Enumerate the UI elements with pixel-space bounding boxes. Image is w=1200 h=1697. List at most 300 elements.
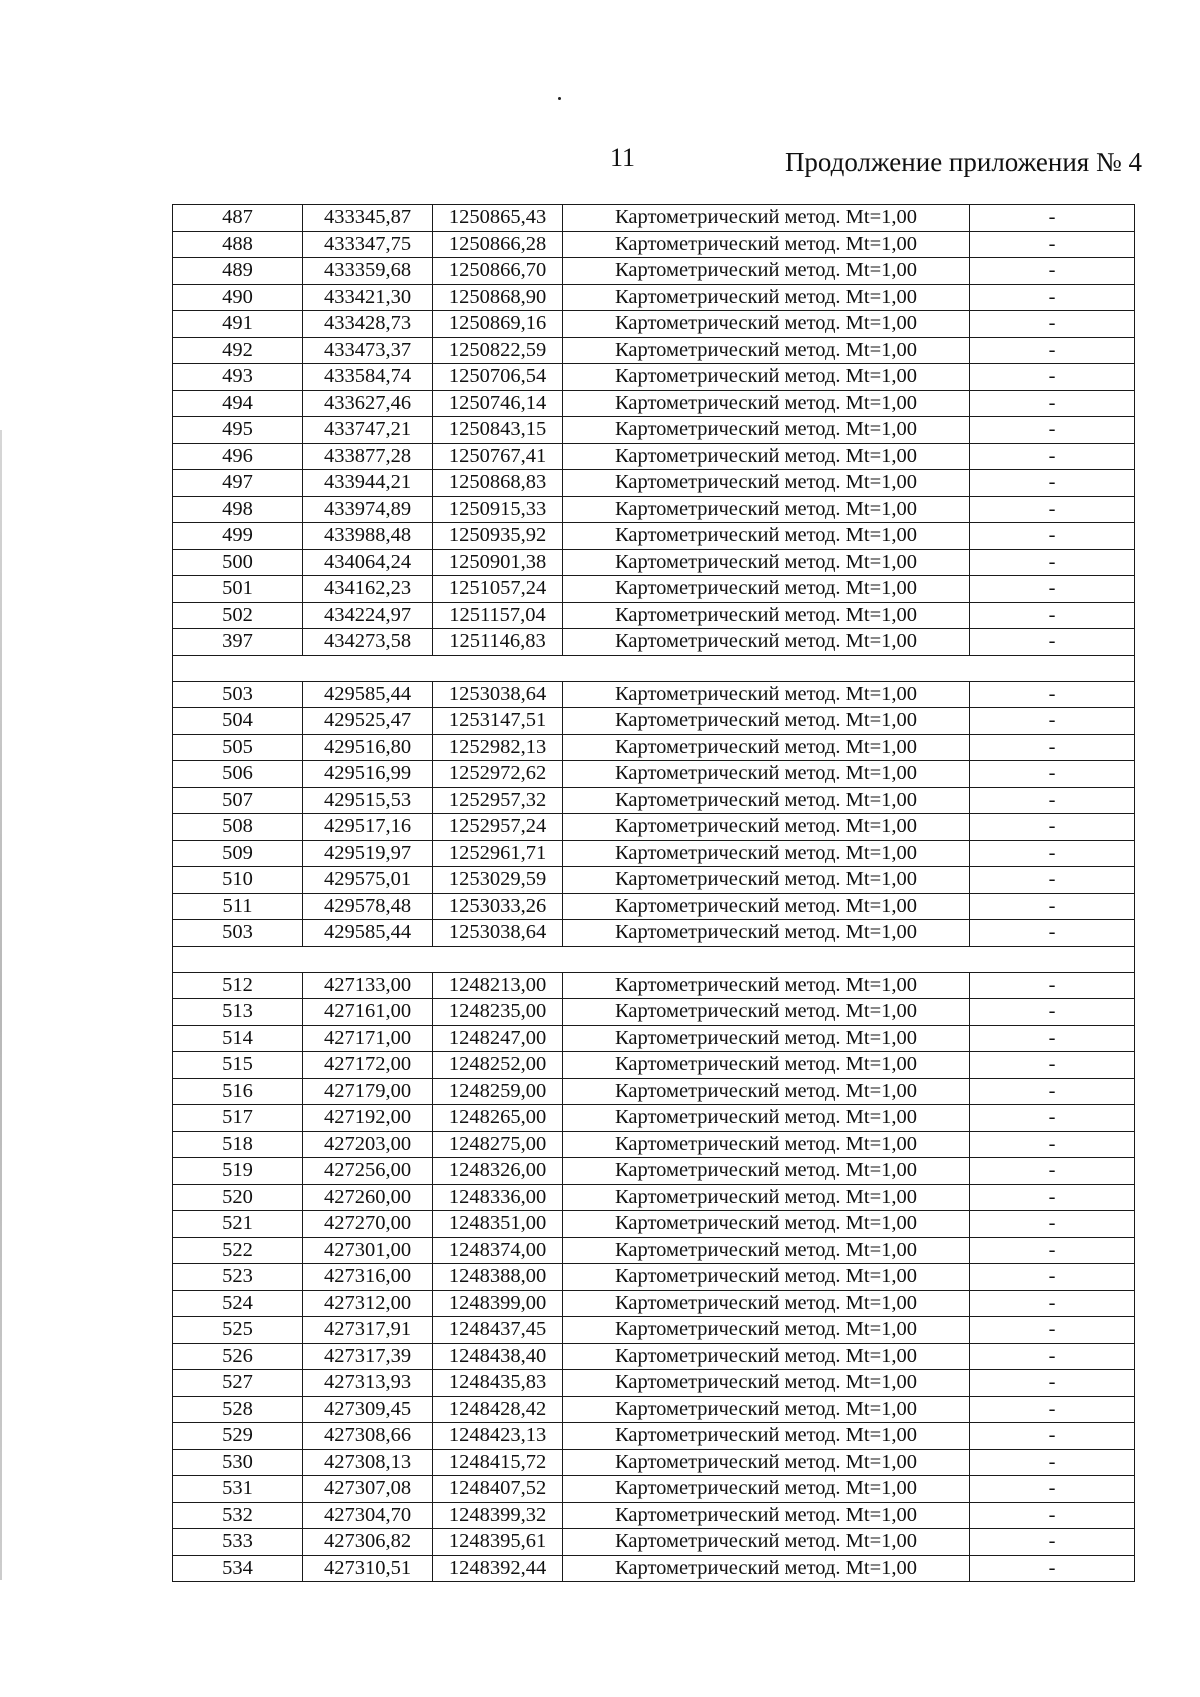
method-cell: Картометрический метод. Mt=1,00 <box>563 1184 970 1211</box>
note-cell: - <box>970 1237 1135 1264</box>
y-coordinate-cell: 1252957,24 <box>433 814 563 841</box>
y-coordinate-cell: 1252972,62 <box>433 761 563 788</box>
x-coordinate-cell: 433347,75 <box>303 231 433 258</box>
y-coordinate-cell: 1248388,00 <box>433 1264 563 1291</box>
x-coordinate-cell: 427192,00 <box>303 1105 433 1132</box>
point-number-cell: 524 <box>173 1290 303 1317</box>
note-cell: - <box>970 708 1135 735</box>
table-row <box>173 1025 1135 1052</box>
point-number-cell: 505 <box>173 734 303 761</box>
method-cell: Картометрический метод. Mt=1,00 <box>563 523 970 550</box>
x-coordinate-cell: 427256,00 <box>303 1158 433 1185</box>
y-coordinate-cell: 1248265,00 <box>433 1105 563 1132</box>
y-coordinate-cell: 1248399,00 <box>433 1290 563 1317</box>
y-coordinate-cell: 1250935,92 <box>433 523 563 550</box>
table-row <box>173 1105 1135 1132</box>
y-coordinate-cell: 1250706,54 <box>433 364 563 391</box>
method-cell: Картометрический метод. Mt=1,00 <box>563 1317 970 1344</box>
y-coordinate-cell: 1250868,90 <box>433 284 563 311</box>
point-number-cell: 532 <box>173 1502 303 1529</box>
table-row <box>173 231 1135 258</box>
point-number-cell: 499 <box>173 523 303 550</box>
y-coordinate-cell: 1248247,00 <box>433 1025 563 1052</box>
method-cell: Картометрический метод. Mt=1,00 <box>563 205 970 232</box>
note-cell: - <box>970 734 1135 761</box>
method-cell: Картометрический метод. Mt=1,00 <box>563 417 970 444</box>
note-cell: - <box>970 1131 1135 1158</box>
x-coordinate-cell: 433421,30 <box>303 284 433 311</box>
method-cell: Картометрический метод. Mt=1,00 <box>563 1025 970 1052</box>
x-coordinate-cell: 433473,37 <box>303 337 433 364</box>
note-cell: - <box>970 1555 1135 1582</box>
table-row <box>173 1264 1135 1291</box>
method-cell: Картометрический метод. Mt=1,00 <box>563 1290 970 1317</box>
x-coordinate-cell: 433974,89 <box>303 496 433 523</box>
method-cell: Картометрический метод. Mt=1,00 <box>563 443 970 470</box>
method-cell: Картометрический метод. Mt=1,00 <box>563 549 970 576</box>
point-number-cell: 516 <box>173 1078 303 1105</box>
note-cell: - <box>970 496 1135 523</box>
y-coordinate-cell: 1248423,13 <box>433 1423 563 1450</box>
y-coordinate-cell: 1248399,32 <box>433 1502 563 1529</box>
table-row <box>173 1370 1135 1397</box>
method-cell: Картометрический метод. Mt=1,00 <box>563 1052 970 1079</box>
point-number-cell: 496 <box>173 443 303 470</box>
method-cell: Картометрический метод. Mt=1,00 <box>563 1449 970 1476</box>
point-number-cell: 528 <box>173 1396 303 1423</box>
method-cell: Картометрический метод. Mt=1,00 <box>563 1105 970 1132</box>
method-cell: Картометрический метод. Mt=1,00 <box>563 311 970 338</box>
method-cell: Картометрический метод. Mt=1,00 <box>563 1396 970 1423</box>
method-cell: Картометрический метод. Mt=1,00 <box>563 1264 970 1291</box>
table-row <box>173 523 1135 550</box>
point-number-cell: 513 <box>173 999 303 1026</box>
table-row <box>173 1476 1135 1503</box>
point-number-cell: 534 <box>173 1555 303 1582</box>
method-cell: Картометрический метод. Mt=1,00 <box>563 1555 970 1582</box>
method-cell: Картометрический метод. Mt=1,00 <box>563 390 970 417</box>
point-number-cell: 533 <box>173 1529 303 1556</box>
x-coordinate-cell: 433877,28 <box>303 443 433 470</box>
method-cell: Картометрический метод. Mt=1,00 <box>563 814 970 841</box>
note-cell: - <box>970 1529 1135 1556</box>
x-coordinate-cell: 434162,23 <box>303 576 433 603</box>
y-coordinate-cell: 1248437,45 <box>433 1317 563 1344</box>
table-row <box>173 1184 1135 1211</box>
x-coordinate-cell: 427270,00 <box>303 1211 433 1238</box>
point-number-cell: 522 <box>173 1237 303 1264</box>
note-cell: - <box>970 1396 1135 1423</box>
table-row <box>173 1449 1135 1476</box>
point-number-cell: 488 <box>173 231 303 258</box>
x-coordinate-cell: 429525,47 <box>303 708 433 735</box>
table-row <box>173 734 1135 761</box>
table-row <box>173 364 1135 391</box>
point-number-cell: 531 <box>173 1476 303 1503</box>
point-number-cell: 503 <box>173 920 303 947</box>
table-row <box>173 814 1135 841</box>
table-row <box>173 417 1135 444</box>
point-number-cell: 517 <box>173 1105 303 1132</box>
note-cell: - <box>970 549 1135 576</box>
table-row <box>173 1529 1135 1556</box>
table-row <box>173 470 1135 497</box>
note-cell: - <box>970 364 1135 391</box>
x-coordinate-cell: 427304,70 <box>303 1502 433 1529</box>
note-cell: - <box>970 1317 1135 1344</box>
note-cell: - <box>970 523 1135 550</box>
point-number-cell: 515 <box>173 1052 303 1079</box>
y-coordinate-cell: 1248392,44 <box>433 1555 563 1582</box>
point-number-cell: 527 <box>173 1370 303 1397</box>
x-coordinate-cell: 427317,91 <box>303 1317 433 1344</box>
method-cell: Картометрический метод. Mt=1,00 <box>563 999 970 1026</box>
y-coordinate-cell: 1250901,38 <box>433 549 563 576</box>
y-coordinate-cell: 1252957,32 <box>433 787 563 814</box>
method-cell: Картометрический метод. Mt=1,00 <box>563 681 970 708</box>
point-number-cell: 509 <box>173 840 303 867</box>
method-cell: Картометрический метод. Mt=1,00 <box>563 761 970 788</box>
table-row <box>173 972 1135 999</box>
note-cell: - <box>970 1158 1135 1185</box>
point-number-cell: 519 <box>173 1158 303 1185</box>
x-coordinate-cell: 427260,00 <box>303 1184 433 1211</box>
point-number-cell: 491 <box>173 311 303 338</box>
point-number-cell: 523 <box>173 1264 303 1291</box>
y-coordinate-cell: 1250822,59 <box>433 337 563 364</box>
note-cell: - <box>970 337 1135 364</box>
y-coordinate-cell: 1250866,28 <box>433 231 563 258</box>
note-cell: - <box>970 1423 1135 1450</box>
y-coordinate-cell: 1248336,00 <box>433 1184 563 1211</box>
method-cell: Картометрический метод. Mt=1,00 <box>563 1423 970 1450</box>
table-row <box>173 999 1135 1026</box>
x-coordinate-cell: 429515,53 <box>303 787 433 814</box>
x-coordinate-cell: 427172,00 <box>303 1052 433 1079</box>
x-coordinate-cell: 434224,97 <box>303 602 433 629</box>
method-cell: Картометрический метод. Mt=1,00 <box>563 1343 970 1370</box>
x-coordinate-cell: 429585,44 <box>303 920 433 947</box>
method-cell: Картометрический метод. Mt=1,00 <box>563 1529 970 1556</box>
x-coordinate-cell: 433345,87 <box>303 205 433 232</box>
point-number-cell: 501 <box>173 576 303 603</box>
x-coordinate-cell: 427203,00 <box>303 1131 433 1158</box>
note-cell: - <box>970 1449 1135 1476</box>
table-row <box>173 1211 1135 1238</box>
note-cell: - <box>970 629 1135 656</box>
note-cell: - <box>970 311 1135 338</box>
method-cell: Картометрический метод. Mt=1,00 <box>563 708 970 735</box>
separator-cell <box>173 655 1135 681</box>
x-coordinate-cell: 429585,44 <box>303 681 433 708</box>
table-row <box>173 893 1135 920</box>
table-row <box>173 1555 1135 1582</box>
scan-speck <box>558 97 561 100</box>
note-cell: - <box>970 231 1135 258</box>
note-cell: - <box>970 576 1135 603</box>
coordinates-table <box>172 204 1135 1582</box>
table-row <box>173 1396 1135 1423</box>
method-cell: Картометрический метод. Mt=1,00 <box>563 496 970 523</box>
method-cell: Картометрический метод. Mt=1,00 <box>563 258 970 285</box>
note-cell: - <box>970 1025 1135 1052</box>
note-cell: - <box>970 443 1135 470</box>
y-coordinate-cell: 1251146,83 <box>433 629 563 656</box>
method-cell: Картометрический метод. Mt=1,00 <box>563 284 970 311</box>
note-cell: - <box>970 840 1135 867</box>
y-coordinate-cell: 1248395,61 <box>433 1529 563 1556</box>
point-number-cell: 495 <box>173 417 303 444</box>
point-number-cell: 493 <box>173 364 303 391</box>
point-number-cell: 397 <box>173 629 303 656</box>
method-cell: Картометрический метод. Mt=1,00 <box>563 840 970 867</box>
table-row <box>173 1078 1135 1105</box>
y-coordinate-cell: 1248435,83 <box>433 1370 563 1397</box>
table-row <box>173 205 1135 232</box>
point-number-cell: 506 <box>173 761 303 788</box>
x-coordinate-cell: 429517,16 <box>303 814 433 841</box>
point-number-cell: 518 <box>173 1131 303 1158</box>
y-coordinate-cell: 1250869,16 <box>433 311 563 338</box>
method-cell: Картометрический метод. Mt=1,00 <box>563 470 970 497</box>
y-coordinate-cell: 1250915,33 <box>433 496 563 523</box>
y-coordinate-cell: 1250865,43 <box>433 205 563 232</box>
table-row <box>173 258 1135 285</box>
y-coordinate-cell: 1248351,00 <box>433 1211 563 1238</box>
point-number-cell: 497 <box>173 470 303 497</box>
x-coordinate-cell: 433584,74 <box>303 364 433 391</box>
point-number-cell: 492 <box>173 337 303 364</box>
table-row <box>173 602 1135 629</box>
note-cell: - <box>970 417 1135 444</box>
y-coordinate-cell: 1250746,14 <box>433 390 563 417</box>
note-cell: - <box>970 1105 1135 1132</box>
method-cell: Картометрический метод. Mt=1,00 <box>563 1237 970 1264</box>
table-row <box>173 708 1135 735</box>
point-number-cell: 529 <box>173 1423 303 1450</box>
x-coordinate-cell: 434064,24 <box>303 549 433 576</box>
note-cell: - <box>970 1476 1135 1503</box>
note-cell: - <box>970 867 1135 894</box>
table-row <box>173 390 1135 417</box>
x-coordinate-cell: 434273,58 <box>303 629 433 656</box>
y-coordinate-cell: 1253147,51 <box>433 708 563 735</box>
note-cell: - <box>970 920 1135 947</box>
method-cell: Картометрический метод. Mt=1,00 <box>563 867 970 894</box>
note-cell: - <box>970 1078 1135 1105</box>
table-row <box>173 1237 1135 1264</box>
method-cell: Картометрический метод. Mt=1,00 <box>563 972 970 999</box>
note-cell: - <box>970 1343 1135 1370</box>
y-coordinate-cell: 1253033,26 <box>433 893 563 920</box>
method-cell: Картометрический метод. Mt=1,00 <box>563 1078 970 1105</box>
note-cell: - <box>970 787 1135 814</box>
method-cell: Картометрический метод. Mt=1,00 <box>563 629 970 656</box>
table-row <box>173 867 1135 894</box>
x-coordinate-cell: 433747,21 <box>303 417 433 444</box>
y-coordinate-cell: 1250843,15 <box>433 417 563 444</box>
y-coordinate-cell: 1248428,42 <box>433 1396 563 1423</box>
y-coordinate-cell: 1248235,00 <box>433 999 563 1026</box>
separator-cell <box>173 946 1135 972</box>
table-row <box>173 1158 1135 1185</box>
x-coordinate-cell: 427179,00 <box>303 1078 433 1105</box>
point-number-cell: 511 <box>173 893 303 920</box>
point-number-cell: 487 <box>173 205 303 232</box>
table-row <box>173 1131 1135 1158</box>
y-coordinate-cell: 1248374,00 <box>433 1237 563 1264</box>
point-number-cell: 510 <box>173 867 303 894</box>
table-row <box>173 337 1135 364</box>
method-cell: Картометрический метод. Mt=1,00 <box>563 576 970 603</box>
method-cell: Картометрический метод. Mt=1,00 <box>563 1502 970 1529</box>
page-number: 11 <box>610 143 636 172</box>
table-row <box>173 1502 1135 1529</box>
point-number-cell: 525 <box>173 1317 303 1344</box>
point-number-cell: 504 <box>173 708 303 735</box>
y-coordinate-cell: 1248275,00 <box>433 1131 563 1158</box>
note-cell: - <box>970 1184 1135 1211</box>
table-row <box>173 1052 1135 1079</box>
x-coordinate-cell: 427133,00 <box>303 972 433 999</box>
note-cell: - <box>970 1264 1135 1291</box>
y-coordinate-cell: 1248259,00 <box>433 1078 563 1105</box>
y-coordinate-cell: 1248415,72 <box>433 1449 563 1476</box>
note-cell: - <box>970 999 1135 1026</box>
method-cell: Картометрический метод. Mt=1,00 <box>563 893 970 920</box>
table-row <box>173 787 1135 814</box>
point-number-cell: 526 <box>173 1343 303 1370</box>
note-cell: - <box>970 1211 1135 1238</box>
point-number-cell: 498 <box>173 496 303 523</box>
x-coordinate-cell: 433359,68 <box>303 258 433 285</box>
point-number-cell: 500 <box>173 549 303 576</box>
x-coordinate-cell: 427310,51 <box>303 1555 433 1582</box>
y-coordinate-cell: 1250866,70 <box>433 258 563 285</box>
method-cell: Картометрический метод. Mt=1,00 <box>563 787 970 814</box>
point-number-cell: 489 <box>173 258 303 285</box>
x-coordinate-cell: 429516,99 <box>303 761 433 788</box>
appendix-continuation-title: Продолжение приложения № 4 <box>784 147 1142 177</box>
table-row <box>173 681 1135 708</box>
x-coordinate-cell: 429578,48 <box>303 893 433 920</box>
table-row <box>173 443 1135 470</box>
point-number-cell: 521 <box>173 1211 303 1238</box>
x-coordinate-cell: 433988,48 <box>303 523 433 550</box>
y-coordinate-cell: 1252961,71 <box>433 840 563 867</box>
note-cell: - <box>970 761 1135 788</box>
note-cell: - <box>970 893 1135 920</box>
contour-separator-row <box>173 946 1135 972</box>
note-cell: - <box>970 1502 1135 1529</box>
point-number-cell: 494 <box>173 390 303 417</box>
coordinates-table-body <box>173 205 1135 1582</box>
method-cell: Картометрический метод. Mt=1,00 <box>563 1158 970 1185</box>
method-cell: Картометрический метод. Mt=1,00 <box>563 337 970 364</box>
x-coordinate-cell: 427316,00 <box>303 1264 433 1291</box>
point-number-cell: 514 <box>173 1025 303 1052</box>
y-coordinate-cell: 1248252,00 <box>433 1052 563 1079</box>
x-coordinate-cell: 427308,66 <box>303 1423 433 1450</box>
table-row <box>173 629 1135 656</box>
x-coordinate-cell: 427317,39 <box>303 1343 433 1370</box>
point-number-cell: 502 <box>173 602 303 629</box>
note-cell: - <box>970 205 1135 232</box>
y-coordinate-cell: 1248326,00 <box>433 1158 563 1185</box>
note-cell: - <box>970 1370 1135 1397</box>
y-coordinate-cell: 1251157,04 <box>433 602 563 629</box>
note-cell: - <box>970 284 1135 311</box>
contour-separator-row <box>173 655 1135 681</box>
x-coordinate-cell: 433627,46 <box>303 390 433 417</box>
y-coordinate-cell: 1251057,24 <box>433 576 563 603</box>
table-row <box>173 576 1135 603</box>
method-cell: Картометрический метод. Mt=1,00 <box>563 231 970 258</box>
table-row <box>173 920 1135 947</box>
y-coordinate-cell: 1253038,64 <box>433 920 563 947</box>
method-cell: Картометрический метод. Mt=1,00 <box>563 1370 970 1397</box>
x-coordinate-cell: 433944,21 <box>303 470 433 497</box>
y-coordinate-cell: 1248213,00 <box>433 972 563 999</box>
note-cell: - <box>970 470 1135 497</box>
table-row <box>173 761 1135 788</box>
x-coordinate-cell: 427161,00 <box>303 999 433 1026</box>
note-cell: - <box>970 1290 1135 1317</box>
x-coordinate-cell: 427306,82 <box>303 1529 433 1556</box>
method-cell: Картометрический метод. Mt=1,00 <box>563 1131 970 1158</box>
point-number-cell: 507 <box>173 787 303 814</box>
y-coordinate-cell: 1248438,40 <box>433 1343 563 1370</box>
point-number-cell: 503 <box>173 681 303 708</box>
x-coordinate-cell: 429519,97 <box>303 840 433 867</box>
x-coordinate-cell: 427313,93 <box>303 1370 433 1397</box>
method-cell: Картометрический метод. Mt=1,00 <box>563 1476 970 1503</box>
x-coordinate-cell: 427308,13 <box>303 1449 433 1476</box>
method-cell: Картометрический метод. Mt=1,00 <box>563 1211 970 1238</box>
point-number-cell: 520 <box>173 1184 303 1211</box>
table-row <box>173 284 1135 311</box>
table-row <box>173 549 1135 576</box>
note-cell: - <box>970 972 1135 999</box>
point-number-cell: 508 <box>173 814 303 841</box>
y-coordinate-cell: 1253029,59 <box>433 867 563 894</box>
method-cell: Картометрический метод. Mt=1,00 <box>563 920 970 947</box>
note-cell: - <box>970 1052 1135 1079</box>
method-cell: Картометрический метод. Mt=1,00 <box>563 734 970 761</box>
note-cell: - <box>970 258 1135 285</box>
x-coordinate-cell: 427312,00 <box>303 1290 433 1317</box>
x-coordinate-cell: 429575,01 <box>303 867 433 894</box>
x-coordinate-cell: 427171,00 <box>303 1025 433 1052</box>
table-row <box>173 1423 1135 1450</box>
x-coordinate-cell: 433428,73 <box>303 311 433 338</box>
method-cell: Картометрический метод. Mt=1,00 <box>563 602 970 629</box>
table-row <box>173 840 1135 867</box>
x-coordinate-cell: 427301,00 <box>303 1237 433 1264</box>
method-cell: Картометрический метод. Mt=1,00 <box>563 364 970 391</box>
table-row <box>173 496 1135 523</box>
y-coordinate-cell: 1250767,41 <box>433 443 563 470</box>
y-coordinate-cell: 1250868,83 <box>433 470 563 497</box>
point-number-cell: 490 <box>173 284 303 311</box>
note-cell: - <box>970 390 1135 417</box>
x-coordinate-cell: 429516,80 <box>303 734 433 761</box>
x-coordinate-cell: 427309,45 <box>303 1396 433 1423</box>
table-row <box>173 1317 1135 1344</box>
table-row <box>173 311 1135 338</box>
y-coordinate-cell: 1253038,64 <box>433 681 563 708</box>
note-cell: - <box>970 602 1135 629</box>
